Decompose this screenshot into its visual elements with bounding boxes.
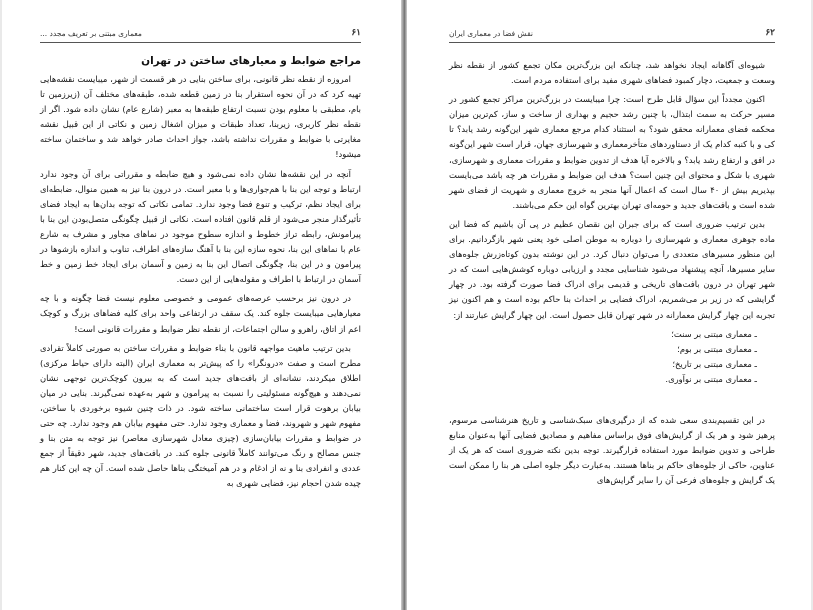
page-body [40, 52, 361, 496]
page-edge [0, 0, 2, 610]
running-head [449, 26, 775, 40]
paragraph: بدین ترتیب ماهیت مواجهه قانون با بناء ضوابط و مقررات ساختن به صورتی کاملاً تقرادی مطرح است و صفت «درونگرا» را که پیش‌تر به معماری ایران (البته دارای حیاط مرکزی) اطلاق میکردند، نشانه‌ای از بافت‌های جدید است که به بیرون کوچک‌ترین توجهی نشان نمی‌دهند و هیچ‌گونه مسئولیتی را نسبت به پیرامون و شهر به‌عهده نمی‌گیرند. بنایی در میان بیابان برهوت قرار است ساختمانی ساخته شود. در ذات چنین شیوه برخوردی با ساختن، مفهوم شهر و شهروند، فضا و معماری وجود ندارد. حتی مفهوم بیابان هم وجود ندارد. چه حتی در ضوابط و مقررات بیابان‌سازی (چیزی معادل شهرسازی معاصر) نیز توجه به متن بنا و جنس مصالح و رنگ می‌توانند کاملاً قانونی جلوه کند. در بافت‌های جدید، شهر دقیقاً از جمع عددی و انفرادی بنا و نه از ادغام و در هم آمیختگی بناها حاصل شده است. آن چه این کنار هم چیده شدن احجام نیز، فضایی شهری به [40, 342, 361, 489]
running-title: معماری مبتنی بر تعریف مجدد ... [40, 28, 142, 38]
spacer [449, 391, 775, 413]
list-item: ـ معماری مبتنی بر تاریخ؛ [672, 358, 757, 369]
right-page [407, 0, 813, 610]
paragraph: اکنون مجدداً این سؤال قابل طرح است: چرا میبایست در بزرگ‌ترین مراکز تجمع کشور در مسیر حرکت به سمت ابتذال، با چنین رشد حجیم و بهداری از ساخت و ساز، کم‌ترین میزان محکمه فضای معمارانه محقق شود؟ به استثناد کدام مرجع معماری شهر این‌گونه رشد یابد؟ تا کی و با کنبه کدام یک از دستاوردهای متأخرمعماری و شهرسازی جهان، قرار است شهر این‌گونه در افق و ارتفاع رشد یابد؟ و بالاخره آیا هدف از تدوین ضوابط و مقررات معماری و شهرسازی، شهری با شکل و محتوای این چنین است؟ هدف این ضوابط و مقررات هر چه باشد می‌بایست بپذیریم بیش از ۴۰ سال است که اعمال آنها منجر به خروج معماری و شهریت از فضای شهر شده است و بافت‌های جدید و حومه‌ای تهران بهترین گواه این حکم می‌باشند. [449, 94, 775, 210]
section-heading: مراجع ضوابط و معیارهای ساختن در تهران [141, 55, 361, 67]
page-number: ۶۲ [765, 28, 775, 38]
paragraph: در این تقسیم‌بندی سعی شده که از درگیری‌های سبک‌شناسی و تاریخ هنرشناسی مرسوم، پرهیز شود و هر یک از گرایش‌های فوق براساس مفاهیم و مصادیق فضایی آنها به‌عنوان منابع طراحی و تدوین ضوابط مورد استفاده قرارگیرند. توجه بدین نکته ضروری است که هر یک از عناوین، حاکی از جلوه‌های حاکم بر بناها هستند. به‌عبارت دیگر جلوه اصلی هر بنا را ممکن است یک گرایش و جلوه‌های فرعی آن را سایر گرایش‌های [449, 414, 775, 486]
page-number: ۶۱ [351, 28, 361, 38]
list-item: ـ معماری مبتنی بر سنت؛ [671, 328, 757, 339]
running-head [40, 26, 361, 40]
paragraph: در درون نیز برحسب عرصه‌های عمومی و خصوصی معلوم نیست فضا چگونه و با چه معیارهایی میبایست جلوه کند. یک سقف در ارتفاعی واحد برای کلیه فضاهای بزرگ و کوچک اعم از اتاق، راهرو و سالن اجتماعات، از نقطه نظر ضوابط و مقررات قانونی است! [40, 293, 361, 334]
list-item: ـ معماری مبتنی بر نوآوری. [665, 373, 757, 384]
header-rule [449, 42, 775, 43]
paragraph: امروزه از نقطه نظر قانونی، برای ساختن بنایی در هر قسمت از شهر، میبایست نقشه‌هایی تهیه کرد که در آن نحوه استقرار بنا در زمین قطعه شده، طبقه‌های مختلف آن (زیرزمین تا بام، مطبقی با معلوم بودن نسبت ارتفاع طبقه‌ها به معبر (شارع عام) نشان داده شود. اگر از نقطه نظر کاربری، زیربنا، تعداد طبقات و میزان اشغال زمین و نکاتی از این قبیل نقشه مغایرتی با ضوابط و مقررات نداشته باشد، جواز احداث صادر خواهد شد و ساختمان ساخته میشود! [40, 74, 361, 160]
left-page [0, 0, 401, 610]
page-body [449, 58, 775, 492]
paragraph: شیوه‌ای آگاهانه ایجاد نخواهد شد، چنانکه این بزرگ‌ترین مکان تجمع کشور از نقطه نظر وسعت و جمعیت، دچار کمبود فضاهای شهری مفید برای استفاده مردم است. [449, 60, 775, 86]
running-title: نقش فضا در معماری ایران [449, 28, 533, 38]
header-rule [40, 42, 361, 43]
paragraph: آنچه در این نقشه‌ها نشان داده نمی‌شود و هیچ ضابطه و مقرراتی برای آن وجود ندارد ارتباط و توجه این بنا با هم‌جواری‌ها و با معبر است. در درون بنا نیز به همین منوال، ضابطه‌ای برای ایجاد نظم، ترکیب و تنوع فضا وجود ندارد. تمامی نکاتی که توجه بدان‌ها به ایجاد فضای تأثیرگذار منجر می‌شود از قلم قانون افتاده است. نکاتی از قبیل چگونگی متصل‌بودن این بنا با پیرامونش، رابطه تراز خطوط و اندازه سطوح موجود در نماهای مجاور و مشرف به شارع عام با نماهای این بنا، نحوه سازه این بنا با آهنگ سازه‌های اطراف، تناوب و اندازه بازشوها در پیرامون و در این بنا، چگونگی اتصال این بنا به زمین و آسمان برای ایجاد خط زمین و خط آسمان در ارتباط با اطراف و مقوله‌هایی از این دست. [40, 168, 361, 285]
list-item: ـ معماری مبتنی بر بوم؛ [677, 343, 757, 354]
paragraph: بدین ترتیب ضروری است که برای جبران این نقصان عظیم در پی آن باشیم که فضا این ماده جوهری معماری و شهرسازی را دوباره به موطن اصلی خود یعنی شهر بازگردانیم. برای این منظور مسیرهای متعددی را می‌توان دنبال کرد. در این نوشته بدون کوتاه‌زرش جلوه‌های سایر مسیرها، آنچه پیشنهاد می‌شود شناسایی مجدد و ارزیابی دوباره کوشش‌هایی است که در شهر تهران در درون بافت‌های تاریخی و قدیمی برای ادراک فضا صورت گرفته بود. در چهار گرایشی که در زیر بر می‌شمریم، ادراک فضایی بر احداث بنا حاکم بوده است و هم اکنون نیز تجربه این چهار گرایش معمارانه در شهر تهران قابل حصول است. این چهار گرایش عبارتند از: [449, 218, 775, 320]
trend-list [449, 327, 757, 387]
